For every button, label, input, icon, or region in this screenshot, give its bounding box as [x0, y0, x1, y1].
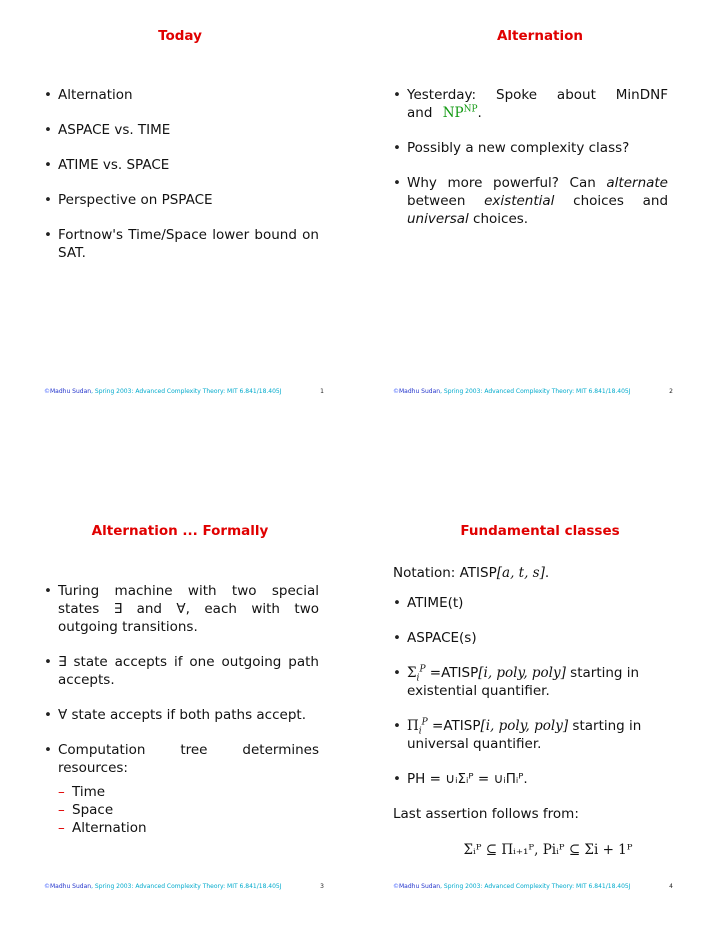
sub-item: – Alternation	[58, 819, 319, 837]
slide-footer	[44, 883, 324, 890]
slide-footer	[44, 388, 324, 395]
slide-body	[393, 564, 703, 859]
bullet-list	[44, 582, 319, 837]
slide-1	[0, 0, 360, 466]
sub-list	[58, 783, 319, 837]
list-item: • ∀ state accepts if both paths accept.	[44, 706, 319, 724]
slide-4	[360, 466, 720, 932]
list-item: • Perspective on PSPACE	[44, 191, 319, 209]
list-item: • Turing machine with two special states ∃ and ∀, each with two outgoing transitions.	[44, 582, 319, 636]
slide-title: Fundamental classes	[460, 523, 620, 539]
list-item: • PH = ∪ᵢΣᵢᴾ = ∪ᵢΠᵢᴾ.	[393, 770, 703, 788]
bullet-list	[44, 86, 319, 262]
text-line: Last assertion follows from:	[393, 806, 579, 822]
list-item: • ATIME vs. SPACE	[44, 156, 319, 174]
slide-footer	[393, 388, 673, 395]
list-item: • Yesterday: Spoke about MinDNF and $NP^{NP}$.	[393, 86, 668, 122]
sub-item: – Time	[58, 783, 319, 801]
footer-credit: ©Madhu Sudan, Spring 2003: Advanced Complexity Theory: MIT 6.841/18.405J	[393, 388, 631, 395]
list-item: • $\Pi_i^P$ =ATISP[i, poly, poly] starting in universal quantifier.	[393, 717, 703, 753]
list-item: • Why more powerful? Can alternate between existential choices and universal choices.	[393, 174, 668, 228]
notation-line: Notation: ATISP[a, t, s].	[393, 565, 550, 581]
bullet-list	[393, 594, 703, 788]
page-number: 4	[669, 883, 673, 890]
list-item: • Alternation	[44, 86, 319, 104]
slide-body	[44, 86, 319, 279]
slide-footer	[393, 883, 673, 890]
list-item: • ASPACE(s)	[393, 629, 703, 647]
list-item: • Computation tree determines resources: – Time – Space – Alternation	[44, 741, 319, 837]
slide-body	[393, 86, 668, 245]
footer-credit: ©Madhu Sudan, Spring 2003: Advanced Complexity Theory: MIT 6.841/18.405J	[44, 388, 282, 395]
sub-item: – Space	[58, 801, 319, 819]
slide-2	[360, 0, 720, 466]
list-item: • Possibly a new complexity class?	[393, 139, 668, 157]
slide-title: Alternation ... Formally	[91, 523, 269, 539]
list-item: • ATIME(t)	[393, 594, 703, 612]
list-item: • ∃ state accepts if one outgoing path accepts.	[44, 653, 319, 689]
list-item: • Fortnow's Time/Space lower bound on SAT.	[44, 226, 319, 262]
formula: Σᵢᴾ ⊆ Πᵢ₊₁ᴾ, Piᵢᴾ ⊆ Σi + 1ᴾ	[463, 842, 633, 858]
slide-3	[0, 466, 360, 932]
page-number: 1	[320, 388, 324, 395]
slide-title: Alternation	[496, 28, 584, 44]
list-item: • $\Sigma_i^P$ =ATISP[i, poly, poly] starting in existential quantifier.	[393, 664, 703, 700]
slide-title: Today	[158, 28, 202, 44]
footer-credit: ©Madhu Sudan, Spring 2003: Advanced Complexity Theory: MIT 6.841/18.405J	[393, 883, 631, 890]
footer-credit: ©Madhu Sudan, Spring 2003: Advanced Complexity Theory: MIT 6.841/18.405J	[44, 883, 282, 890]
list-item: • ASPACE vs. TIME	[44, 121, 319, 139]
bullet-list	[393, 86, 668, 228]
page-number: 3	[320, 883, 324, 890]
page-number: 2	[669, 388, 673, 395]
slide-body	[44, 582, 319, 854]
